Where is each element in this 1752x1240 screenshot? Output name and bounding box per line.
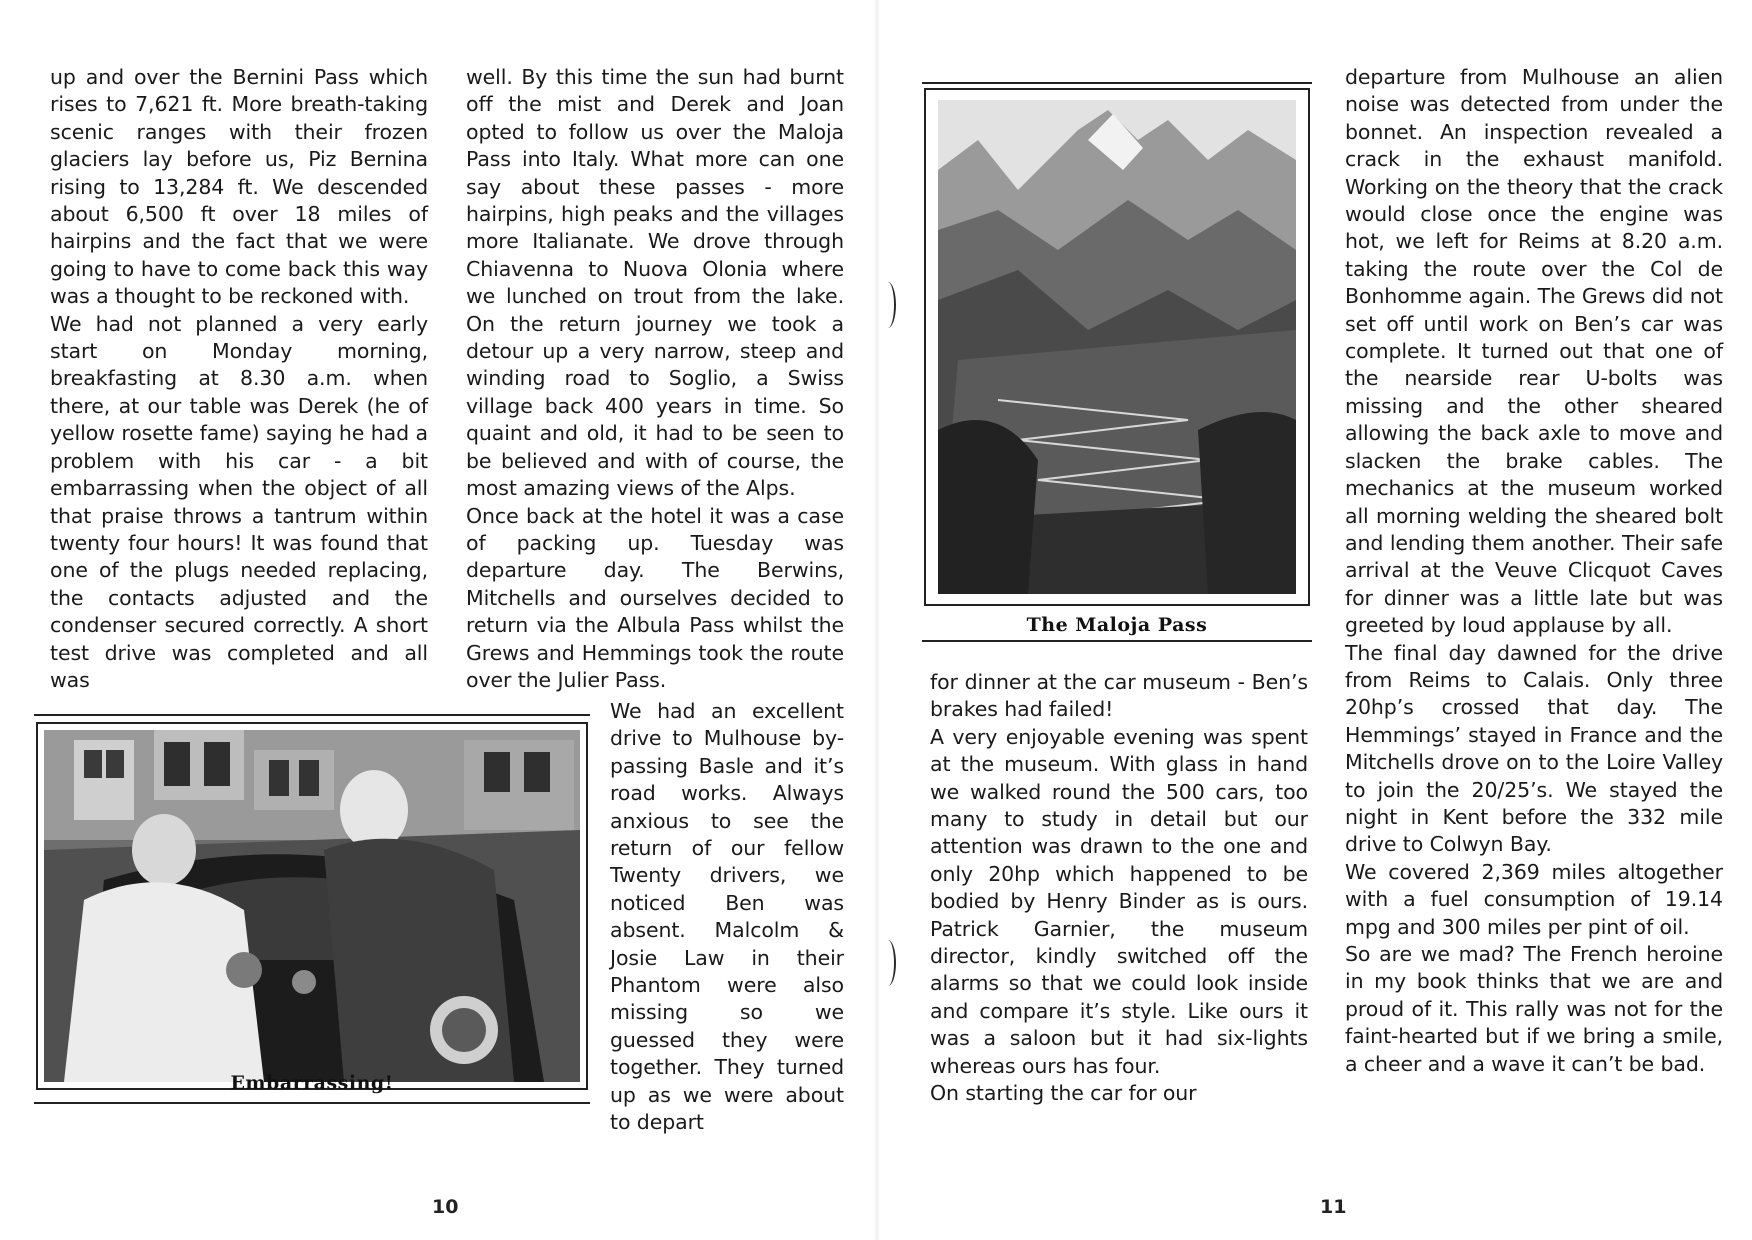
paragraph: The final day dawned for the drive from Reims to Calais. Only three 20hp’s crossed that day. The Hemmings’ stayed in France and the Mitchells drove on to the Loire Valley to join the 20/25’s. We stayed the night in Kent before the 332 mile drive to Colwyn Bay. bbox=[1345, 640, 1723, 857]
paragraph: On starting the car for our bbox=[930, 1081, 1197, 1106]
left-page-column-2 bbox=[466, 64, 844, 694]
photo-mountain-pass-hairpins bbox=[938, 100, 1296, 594]
photo-bottom-rule bbox=[922, 640, 1312, 642]
left-page-column-2-lower bbox=[610, 698, 844, 1137]
photo-top-rule bbox=[922, 82, 1312, 84]
paragraph: We covered 2,369 miles altogether with a fuel consumption of 19.14 mpg and 300 miles per pint of oil. bbox=[1345, 859, 1723, 939]
paragraph: We had not planned a very early start on Monday morning, breakfasting at 8.30 a.m. when there, at our table was Derek (he of yellow rosette fame) saying he had a problem with his car - a bit embarrassing when the object of all that praise throws a tantrum within twenty four hours! It was found that one of the plugs needed replacing, the contacts adjusted and the condenser secured correctly. A short test drive was completed and all was bbox=[50, 311, 428, 692]
paragraph: Once back at the hotel it was a case of packing up. Tuesday was departure day. The Berwins, Mitchells and ourselves decided to return via the Albula Pass whilst the Grews and Hemmings took the route over the Julier Pass. bbox=[466, 503, 844, 692]
right-page-column-2 bbox=[1345, 64, 1723, 1078]
page-number-left: 10 bbox=[432, 1196, 459, 1218]
paragraph: for dinner at the car museum - Ben’s brakes had failed! bbox=[930, 670, 1308, 722]
maloja-pass-photo bbox=[938, 100, 1296, 594]
left-page-column-1 bbox=[50, 64, 428, 694]
paragraph: A very enjoyable evening was spent at the museum. With glass in hand we walked round the 500 cars, too many to study in detail but our attention was drawn to the one and only 20hp which happened to be bodied by Henry Binder as is ours. Patrick Garnier, the museum director, kindly switched off the alarms so that we could look inside and compare it’s style. Like ours it was a saloon but it had six-lights whereas ours has four. bbox=[930, 724, 1308, 1078]
photo-top-rule bbox=[34, 714, 590, 716]
staple-top bbox=[880, 282, 896, 328]
paragraph: up and over the Bernini Pass which rises to 7,621 ft. More breath-taking scenic ranges with their frozen glaciers lay before us, Piz Bernina rising to 13,284 ft. We descended about 6,500 ft over 18 miles of hairpins and the fact that we were going to have to come back this way was a thought to be reckoned with. bbox=[50, 65, 428, 309]
paragraph: So are we mad? The French heroine in my book thinks that we are and proud of it. This rally was not for the faint-hearted but if we bring a smile, a cheer and a wave it can’t be bad. bbox=[1345, 942, 1723, 1076]
paragraph: departure from Mulhouse an alien noise was detected from under the bonnet. An inspection revealed a crack in the exhaust manifold. Working on the theory that the crack would close once the engine was hot, we left for Reims at 8.20 a.m. taking the route over the Col de Bonhomme again. The Grews did not set off until work on Ben’s car was complete. It turned out that one of the nearside rear U-bolts was missing and the other sheared allowing the back axle to move and slacken the brake cables. The mechanics at the museum worked all morning welding the sheared bolt and lending them another. Their safe arrival at the Veuve Clicquot Caves for dinner was a little late but was greeted by loud applause by all. bbox=[1345, 65, 1723, 638]
staple-bottom bbox=[880, 940, 896, 986]
photo-caption: Embarrassing! bbox=[230, 1072, 394, 1094]
photo-bottom-rule bbox=[34, 1102, 590, 1104]
center-gutter bbox=[874, 0, 880, 1240]
paragraph: well. By this time the sun had burnt off the mist and Derek and Joan opted to follow us over the Maloja Pass into Italy. What more can one say about these passes - more hairpins, high peaks and the villages more Italianate. We drove through Chiavenna to Nuova Olonia where we lunched on trout from the lake. On the return journey we took a detour up a very narrow, steep and winding road to Soglio, a Swiss village back 400 years in time. So quaint and old, it had to be seen to be believed and with of course, the most amazing views of the Alps. bbox=[466, 65, 844, 501]
embarrassing-photo bbox=[44, 730, 580, 1082]
photo-caption: The Maloja Pass bbox=[1026, 614, 1208, 636]
page-number-right: 11 bbox=[1320, 1196, 1347, 1218]
paragraph: We had an excellent drive to Mulhouse by-passing Basle and it’s road works. Always anxious to see the return of our fellow Twenty drivers, we noticed Ben was absent. Malcolm & Josie Law in their Phantom were also missing so we guessed they were together. They turned up as we were about to depart bbox=[610, 699, 844, 1135]
photo-two-men-inspecting-car bbox=[44, 730, 580, 1082]
right-page-column-1 bbox=[930, 669, 1308, 1108]
